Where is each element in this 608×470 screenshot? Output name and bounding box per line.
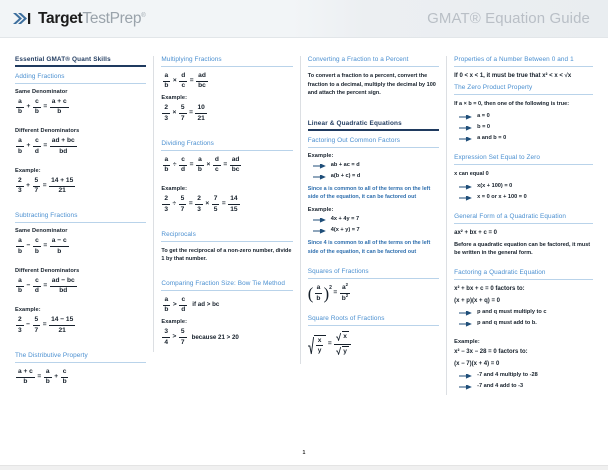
frac-den: b <box>23 378 28 386</box>
frac-den: b <box>164 306 169 314</box>
factoring-example-line1: x² − 3x − 28 = 0 factors to: <box>454 348 528 355</box>
frac-num: 2 <box>162 104 170 114</box>
equation-distributive-property <box>15 368 146 386</box>
frac-den: b <box>34 108 39 116</box>
frac-num: c <box>33 237 41 247</box>
operator: = <box>221 200 226 208</box>
bullet-list-expression-zero <box>454 183 593 202</box>
frac-num: 7 <box>212 195 220 205</box>
frac-den: b <box>18 108 23 116</box>
frac-num-base: a <box>341 284 346 292</box>
equation-square-roots-of-fractions <box>308 331 439 359</box>
operator: = <box>189 109 193 117</box>
frac-den <box>340 294 350 303</box>
equation-multiplying-fractions <box>161 72 292 90</box>
label-different-denominators: Different Denominators <box>15 267 80 274</box>
frac-num: ad <box>230 156 242 166</box>
section-header-quant-skills: Essential GMAT® Quant Skills <box>15 56 146 67</box>
frac-den: 7 <box>180 205 185 213</box>
subsection-factoring-quadratic: Factoring a Quadratic Equation <box>454 269 593 280</box>
label-example: Example: <box>307 206 334 213</box>
equation-dividing-example <box>161 195 292 213</box>
statement-post: , it must be true that <box>483 73 543 79</box>
bullet-list-factoring-4 <box>308 216 439 235</box>
label-example: Example: <box>454 338 480 345</box>
operator: = <box>43 242 48 250</box>
arrow-right-icon <box>459 115 472 120</box>
arrow-right-icon <box>459 185 472 190</box>
frac-den: b <box>197 166 202 174</box>
frac-num: x <box>316 337 324 347</box>
operator: = <box>189 160 194 168</box>
operator: − <box>26 321 31 329</box>
subsection-distributive-property: The Distributive Property <box>15 352 146 363</box>
arrow-right-icon <box>459 137 472 142</box>
list-item <box>454 135 593 143</box>
equation-adding-different-denominators <box>15 137 146 155</box>
frac-den: bc <box>198 82 206 90</box>
frac-num: a <box>16 98 24 108</box>
list-item-text: a and b = 0 <box>477 135 507 142</box>
frac-den: bc <box>231 166 240 174</box>
arrow-right-icon <box>313 164 326 169</box>
frac-den: 3 <box>164 205 169 213</box>
list-item <box>454 320 593 328</box>
list-item-text: x = 0 or x + 100 = 0 <box>477 193 527 200</box>
frac-den: y <box>317 346 322 354</box>
frac-num: c <box>179 156 187 166</box>
page-header <box>0 0 608 38</box>
frac-den: 7 <box>180 114 185 122</box>
subsection-adding-fractions: Adding Fractions <box>15 73 146 84</box>
frac-den-exp: 2 <box>345 292 349 298</box>
note-factoring-a: Since a is common to all of the terms on the left side of the equation, it can be factored out <box>307 185 431 201</box>
label-example: Example: <box>307 152 334 159</box>
label-example: Example: <box>15 167 41 174</box>
frac-num: a <box>16 137 24 147</box>
frac-num: a <box>163 296 171 306</box>
column-container <box>8 56 600 395</box>
subsection-factoring-common-factors: Factoring Out Common Factors <box>308 137 439 148</box>
equation-subtracting-same-denominator <box>15 237 146 255</box>
operator: = <box>188 200 193 208</box>
frac-den: b <box>18 147 23 155</box>
label-example: Example: <box>161 186 188 193</box>
page-title: GMAT® Equation Guide <box>427 10 590 27</box>
expression-zero-text: x can equal 0 <box>454 171 489 177</box>
operator: + <box>26 102 31 110</box>
arrow-right-icon <box>313 218 326 223</box>
frac-num: 5 <box>179 195 187 205</box>
operator: ÷ <box>172 200 177 208</box>
frac-num: a <box>44 368 52 378</box>
frac-den: b <box>62 378 67 386</box>
list-item-text: 4(x + y) = 7 <box>330 227 360 234</box>
frac-den: bd <box>59 287 68 295</box>
operator: + <box>26 142 31 150</box>
equation-multiplying-example <box>161 104 292 122</box>
label-same-denominator: Same Denominator <box>15 89 68 95</box>
subsection-squares-of-fractions: Squares of Fractions <box>308 268 439 279</box>
frac-num: 14 + 15 <box>49 177 75 187</box>
operator: − <box>26 242 31 250</box>
frac-den: b <box>18 287 23 295</box>
subsection-properties-number-between-0-and-1: Properties of a Number Between 0 and 1 <box>454 56 593 67</box>
section-header-linear-quadratic: Linear & Quadratic Equations <box>308 120 439 131</box>
right-paren: ) <box>323 284 330 303</box>
subsection-general-form-quadratic: General Form of a Quadratic Equation <box>454 213 593 224</box>
properties-statement <box>454 72 593 81</box>
frac-num: a <box>163 156 171 166</box>
frac-num: a + c <box>50 98 69 108</box>
arrow-right-icon <box>459 322 472 327</box>
equation-subtracting-different-denominators <box>15 277 146 295</box>
chevrons-icon <box>13 12 35 25</box>
logo-registered-mark: ® <box>141 12 146 19</box>
list-item <box>454 113 593 121</box>
subsection-reciprocals: Reciprocals <box>161 231 292 242</box>
operator: = <box>37 372 42 380</box>
radical-numerator <box>336 331 349 341</box>
frac-den: b <box>57 108 62 116</box>
frac-den: b <box>164 82 169 90</box>
subsection-multiplying-fractions: Multiplying Fractions <box>161 56 292 67</box>
operator: = <box>327 340 332 348</box>
equation-dividing-fractions <box>161 156 292 174</box>
logo-testprep-text: TestPrep <box>82 9 142 27</box>
frac-num <box>334 331 351 345</box>
frac-den: b <box>34 247 39 255</box>
subsection-zero-product-property: The Zero Product Property <box>454 84 593 95</box>
guide-sheet <box>0 38 608 395</box>
list-item-text: -7 and 4 add to -3 <box>477 383 524 390</box>
label-example: Example: <box>15 307 41 314</box>
frac-den: d <box>181 306 186 314</box>
operator: × <box>172 76 177 84</box>
label-same-denominator: Same Denominator <box>15 228 68 235</box>
list-item <box>454 183 593 191</box>
subsection-subtracting-fractions: Subtracting Fractions <box>15 212 146 223</box>
frac-den-base: b <box>341 294 346 302</box>
frac-den: bd <box>59 147 68 155</box>
operator: − <box>26 281 31 289</box>
operator: ÷ <box>172 160 177 168</box>
frac-num: c <box>179 296 187 306</box>
frac-den: 3 <box>18 326 22 334</box>
list-item-text: a(b + c) = d <box>330 172 361 179</box>
statement-math: x² < x < √x <box>542 73 572 79</box>
frac-num: 5 <box>33 316 41 326</box>
radicand: x <box>343 332 347 340</box>
frac-den: 3 <box>18 187 22 195</box>
operator: = <box>223 160 228 168</box>
arrow-right-icon <box>459 385 472 390</box>
factoring-quadratic-line1: x² + bx + c = 0 factors to: <box>454 285 525 292</box>
frac-den <box>334 345 351 358</box>
frac-den: 7 <box>34 326 39 334</box>
frac-num: 2 <box>16 177 24 187</box>
list-item-text: -7 and 4 multiply to -28 <box>477 371 538 378</box>
operator: + <box>54 372 59 380</box>
targettestprep-logo[interactable] <box>13 11 145 27</box>
statement-inequality: 0 < x < 1 <box>459 73 484 79</box>
list-item <box>308 162 439 170</box>
frac-num: 5 <box>33 177 41 187</box>
frac-den: 3 <box>164 114 169 122</box>
list-item-text: x(x + 100) = 0 <box>477 182 513 189</box>
frac-num: 2 <box>162 195 170 205</box>
frac-den: 21 <box>58 326 66 334</box>
list-item <box>454 383 593 391</box>
frac-num: 5 <box>179 328 187 338</box>
frac-num: a <box>196 156 204 166</box>
equation-adding-example <box>15 177 146 195</box>
list-item-text: p and q must add to b. <box>477 320 537 327</box>
arrow-right-icon <box>313 175 326 180</box>
operator: × <box>172 109 177 117</box>
list-item <box>454 194 593 202</box>
list-item <box>454 372 593 380</box>
frac-den: 21 <box>58 187 66 195</box>
list-item-text: p and q must multiply to c <box>477 308 547 315</box>
arrow-right-icon <box>313 229 326 234</box>
frac-num: 5 <box>179 104 187 114</box>
frac-num: a <box>163 72 171 82</box>
frac-num: 3 <box>162 328 170 338</box>
frac-den: b <box>164 166 169 174</box>
operator: > <box>172 300 177 308</box>
label-example: Example: <box>161 95 188 102</box>
operator: = <box>43 102 48 110</box>
left-paren: ( <box>307 284 314 303</box>
statement-pre: If <box>454 73 460 79</box>
operator: = <box>42 181 47 189</box>
frac-den: 4 <box>164 338 169 346</box>
subsection-dividing-fractions: Dividing Fractions <box>161 140 292 151</box>
frac-num: 2 <box>16 316 24 326</box>
frac-num: 2 <box>195 195 203 205</box>
list-item-text: a = 0 <box>477 112 490 119</box>
subsection-comparing-fraction-size: Comparing Fraction Size: Bow Tie Method <box>161 280 292 291</box>
subsection-square-roots-of-fractions: Square Roots of Fractions <box>308 315 439 326</box>
frac-num: ad − bc <box>50 277 77 287</box>
equation-squares-of-fractions <box>308 284 439 302</box>
operator: = <box>42 321 47 329</box>
bullet-list-factoring-example <box>454 372 593 391</box>
frac-num: a + c <box>16 368 35 378</box>
general-form-text: Before a quadratic equation can be factored, it must be written in the general form. <box>454 241 591 257</box>
frac-den: 3 <box>197 205 201 213</box>
bow-tie-condition: if ad > bc <box>192 301 220 309</box>
equation-bow-tie-example <box>161 328 292 346</box>
zero-product-text: If a × b = 0, then one of the following is true: <box>454 101 570 107</box>
frac-num: c <box>33 277 41 287</box>
frac-den: 5 <box>213 205 218 213</box>
frac-den: c <box>214 166 219 174</box>
operator: > <box>172 333 177 341</box>
frac-den: d <box>34 287 39 295</box>
frac-den: 21 <box>197 114 205 122</box>
frac-den: b <box>18 247 23 255</box>
frac-den: 7 <box>34 187 39 195</box>
list-item <box>454 124 593 132</box>
operator: = <box>189 76 194 84</box>
operator: × <box>205 200 210 208</box>
frac-num: a <box>16 277 24 287</box>
factoring-quadratic-line2: (x + p)(x + q) = 0 <box>454 297 500 304</box>
converting-percent-text: To convert a fraction to a percent, convert the fraction to a decimal, multiply the decimal by 100 and attach the percent sign. <box>307 73 436 97</box>
bottom-edge <box>0 465 608 470</box>
frac-den: d <box>181 166 186 174</box>
equation-subtracting-example <box>15 316 146 334</box>
frac-den: b <box>316 294 321 302</box>
list-item <box>308 216 439 224</box>
bullet-list-factoring-a <box>308 162 439 181</box>
list-item <box>454 309 593 317</box>
frac-num: c <box>33 98 41 108</box>
frac-num: c <box>61 368 69 378</box>
list-item-text: ab + ac = d <box>330 161 360 168</box>
arrow-right-icon <box>459 126 472 131</box>
frac-num-exp: 2 <box>345 282 349 288</box>
arrow-right-icon <box>459 311 472 316</box>
frac-num: a <box>16 237 24 247</box>
frac-num: 14 − 15 <box>49 316 75 326</box>
operator: = <box>43 142 48 150</box>
list-item <box>308 227 439 235</box>
frac-num: c <box>33 137 41 147</box>
list-item-text: b = 0 <box>477 123 491 130</box>
frac-num: 14 <box>228 195 239 205</box>
frac-den: 15 <box>230 205 238 213</box>
arrow-right-icon <box>459 374 472 379</box>
frac-den: b <box>57 247 62 255</box>
list-item-text: 4x + 4y = 7 <box>330 215 360 222</box>
page-number: 1 <box>302 450 306 456</box>
operator: + <box>26 181 31 189</box>
frac-den: c <box>181 82 186 90</box>
bullet-list-zero-product <box>454 113 593 143</box>
column-2 <box>153 56 299 352</box>
column-3 <box>300 56 446 364</box>
column-1 <box>8 56 153 391</box>
label-example: Example: <box>161 319 188 326</box>
subsection-expression-set-equal-to-zero: Expression Set Equal to Zero <box>454 154 593 165</box>
equation-bow-tie <box>161 296 292 314</box>
bow-tie-example-reason: because 21 > 20 <box>191 333 239 341</box>
frac-num: a <box>315 284 323 294</box>
factoring-example-line2: (x − 7)(x + 4) = 0 <box>454 360 500 367</box>
operator: × <box>206 160 211 168</box>
equation-adding-same-denominator <box>15 98 146 116</box>
frac-num: ad + bc <box>50 137 77 147</box>
frac-den: 7 <box>180 338 185 346</box>
operator: = <box>333 289 338 297</box>
arrow-right-icon <box>459 196 472 201</box>
column-4 <box>446 56 600 395</box>
frac-num: 10 <box>195 104 206 114</box>
exponent: 2 <box>329 285 332 292</box>
frac-num: d <box>179 72 187 82</box>
radical-denominator <box>336 346 349 356</box>
bullet-list-factoring-quadratic <box>454 309 593 328</box>
frac-num: a − c <box>50 237 69 247</box>
frac-num: ad <box>196 72 208 82</box>
radicand: y <box>343 347 347 355</box>
frac-den: d <box>34 147 39 155</box>
operator: = <box>43 281 48 289</box>
radical-of-fraction <box>308 335 327 355</box>
note-factoring-4: Since 4 is common to all of the terms on the left side of the equation, it can be factored out <box>307 240 431 255</box>
logo-target-text: Target <box>38 9 83 27</box>
label-different-denominators: Different Denominators <box>15 128 80 135</box>
frac-num: d <box>213 156 221 166</box>
subsection-converting-fraction-to-percent: Converting a Fraction to a Percent <box>308 56 439 67</box>
frac-den: b <box>45 378 50 386</box>
list-item <box>308 173 439 181</box>
general-form-equation: ax² + bx + c = 0 <box>454 229 497 236</box>
reciprocals-text: To get the reciprocal of a non-zero number, divide 1 by that number. <box>161 247 292 263</box>
